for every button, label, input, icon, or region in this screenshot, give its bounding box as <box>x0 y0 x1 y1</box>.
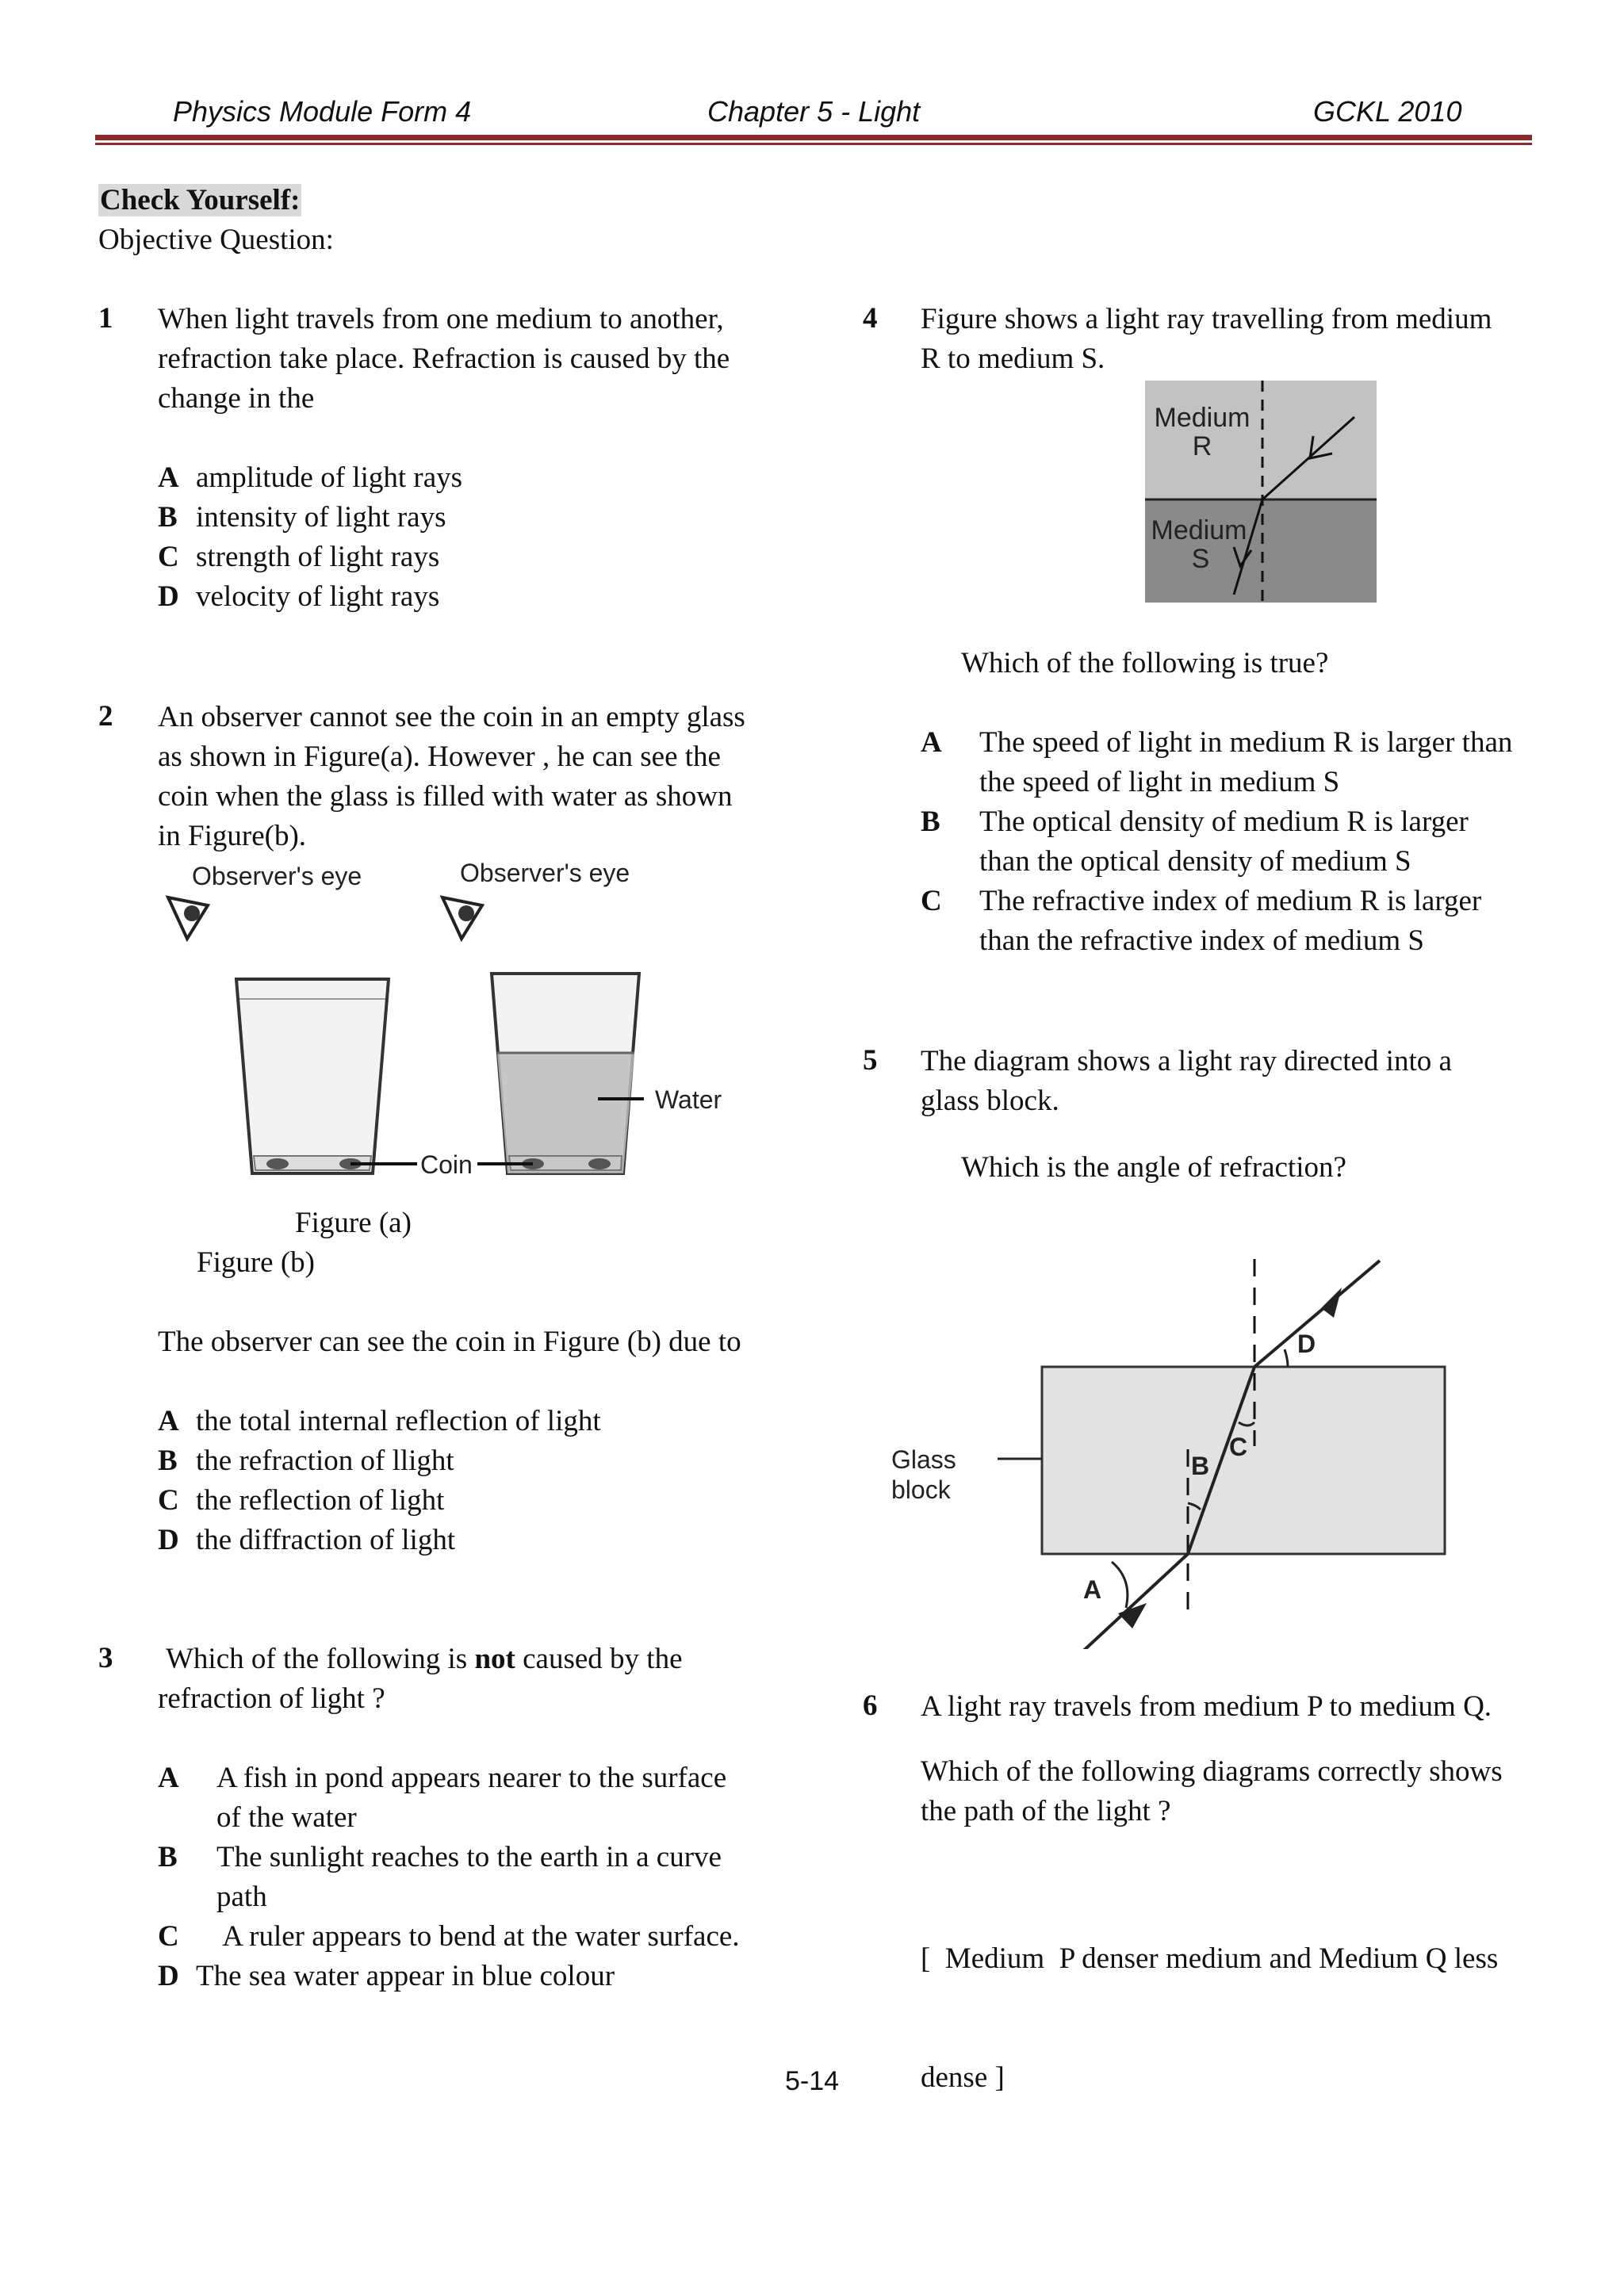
glass-block-label-2: block <box>891 1475 951 1504</box>
question-number-2: 2 <box>98 700 113 733</box>
glass-b <box>492 974 639 1173</box>
question-4-options <box>921 723 1512 961</box>
option-c[interactable]: C strength of light rays <box>158 541 440 573</box>
angle-b-label: B <box>1191 1452 1210 1480</box>
option-a[interactable]: A the total internal reflection of light <box>158 1405 601 1437</box>
option-d[interactable]: D The sea water appear in blue colour <box>158 1960 615 1992</box>
page-number: 5-14 <box>785 2066 840 2096</box>
question-number-1: 1 <box>98 302 113 335</box>
header-code: GCKL 2010 <box>1313 95 1462 128</box>
option-b[interactable]: B the refraction of llight <box>158 1445 454 1477</box>
header-rule <box>95 135 1532 140</box>
question-3-text: Which of the following is not caused by the <box>166 1643 683 1675</box>
option-a-cont: of the water <box>216 1801 357 1834</box>
option-b-cont: than the optical density of medium S <box>979 845 1411 878</box>
medium-r-label-2: R <box>1192 431 1212 461</box>
header-chapter: Chapter 5 - Light <box>707 95 921 128</box>
glass-block-figure <box>880 1253 1483 1649</box>
arrow-icon-out <box>1321 1288 1342 1318</box>
water-label: Water <box>655 1085 722 1114</box>
header-rule-thin <box>95 143 1532 145</box>
figure-b-caption: Figure (b) <box>197 1246 315 1279</box>
observer-eye-label-b: Observer's eye <box>460 859 630 887</box>
option-a[interactable]: A The speed of light in medium R is larger than <box>921 726 1513 759</box>
option-a[interactable]: A A fish in pond appears nearer to the surface <box>158 1762 727 1794</box>
angle-a-label: A <box>1083 1575 1102 1604</box>
question-2-text: An observer cannot see the coin in an empty glass as shown in Figure(a). However , he can see the coin when the glass is filled with water as shown in Figure(b). <box>158 701 745 852</box>
header-module: Physics Module Form 4 <box>173 95 472 128</box>
observer-eye-label-a: Observer's eye <box>192 862 362 890</box>
question-number-6: 6 <box>863 1689 878 1722</box>
option-c[interactable]: C the reflection of light <box>158 1484 445 1517</box>
section-subtitle: Objective Question: <box>98 224 334 256</box>
option-c[interactable]: C A ruler appears to bend at the water surface. <box>158 1920 740 1953</box>
option-b-cont: path <box>216 1881 267 1913</box>
option-b[interactable]: B intensity of light rays <box>158 501 446 534</box>
coin-label: Coin <box>420 1150 473 1179</box>
question-4-text: Figure shows a light ray travelling from medium R to medium S. <box>921 303 1492 375</box>
angle-c-label: C <box>1229 1433 1248 1461</box>
question-6-text: A light ray travels from medium P to medium Q. <box>921 1690 1492 1723</box>
question-1-options <box>158 458 462 617</box>
question-1-text: When light travels from one medium to another, refraction take place. Refraction is caused by the change in the <box>158 303 730 415</box>
option-d[interactable]: D the diffraction of light <box>158 1524 456 1556</box>
medium-s-label-2: S <box>1191 544 1210 574</box>
question-number-3: 3 <box>98 1642 113 1674</box>
question-3-options <box>158 1758 740 1996</box>
glass-block-label-1: Glass <box>891 1445 956 1474</box>
question-number-4: 4 <box>863 302 878 335</box>
question-6-note: [ Medium P denser medium and Medium Q less dense ] <box>921 1942 1499 2094</box>
section-title: Check Yourself: <box>100 184 301 216</box>
option-c[interactable]: C The refractive index of medium R is larger <box>921 885 1482 917</box>
question-2-options <box>158 1402 601 1560</box>
question-3-text-line2: refraction of light ? <box>158 1682 385 1715</box>
eye-icon-b <box>442 897 482 939</box>
medium-rs-figure <box>1145 381 1377 603</box>
question-4-stem: Which of the following is true? <box>961 647 1329 679</box>
medium-r-label-1: Medium <box>1154 403 1251 433</box>
question-6-stem: Which of the following diagrams correctly shows the path of the light ? <box>921 1755 1503 1827</box>
figure-a-caption: Figure (a) <box>295 1207 412 1239</box>
medium-s-label-1: Medium <box>1151 515 1247 545</box>
angle-d-label: D <box>1297 1330 1316 1358</box>
question-5-text: The diagram shows a light ray directed into a glass block. <box>921 1045 1452 1117</box>
question-2-stem: The observer can see the coin in Figure (b) due to <box>158 1326 741 1358</box>
option-a[interactable]: A amplitude of light rays <box>158 461 463 494</box>
option-c-cont: than the refractive index of medium S <box>979 924 1424 957</box>
glass-coin-figure <box>151 856 737 1189</box>
question-number-5: 5 <box>863 1044 878 1077</box>
glass-a <box>236 979 389 1173</box>
option-a-cont: the speed of light in medium S <box>979 766 1340 798</box>
option-d[interactable]: D velocity of light rays <box>158 580 440 613</box>
eye-icon-a <box>168 897 208 939</box>
option-b[interactable]: B The optical density of medium R is larger <box>921 806 1469 838</box>
option-b[interactable]: B The sunlight reaches to the earth in a curve <box>158 1841 722 1873</box>
question-5-stem: Which is the angle of refraction? <box>961 1151 1346 1184</box>
